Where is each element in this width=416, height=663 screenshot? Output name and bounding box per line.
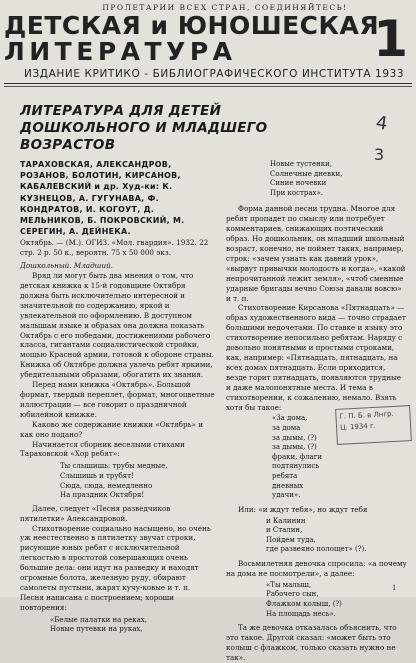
handwritten-mark-2: 3 bbox=[374, 145, 385, 164]
paragraph: Восьмилетняя девочка спросила: «а почему на дома не посмотрели», а далее: bbox=[226, 559, 407, 578]
authors-list: ТАРАХОВСКАЯ, АЛЕКСАНДРОВ, РОЗАНОВ, БОЛОТИН, КИРСАНОВ, КАБАЛЕВСКИЙ и др. Худ-ки: К. КУЗНЕЦОВ, А. ГУГУНАВА, Ф. КОНДРАТОВ, И. КОГОУТ, Д. МЕЛЬНИКОВ, Б. ПОКРОВСКИЙ, М. СЕРЕГИН, А. ДЕЙНЕКА. bbox=[20, 160, 185, 237]
right-column bbox=[226, 159, 408, 662]
left-body bbox=[20, 271, 216, 635]
paragraph: Стихотворение Кирсанова «Пятнадцать» — образ художественного вида — точно страдает большими недочетами. По ставке и языку это стихотворение непосильно ребятам. Наряду с довольно понятными и простыми строками, как, например: «Пятнадцать, пятнадцать, на всех домах пятнадцать. Если приходится, везде горит пятнадцать, появляются трудные и даже малопонятные места. И тема в стихотворении, к сожалению, немало. Взять хотя бы такое: bbox=[226, 303, 406, 412]
verse-quote bbox=[50, 616, 216, 635]
verse-line: фраки, флаги bbox=[272, 452, 323, 461]
verse-quote bbox=[60, 462, 216, 500]
verse-quote bbox=[270, 160, 408, 198]
verse-line: удачи». bbox=[272, 491, 301, 500]
paragraph: Вряд ли могут быть два мнения о том, что детская книжка к 15-й годовщине Октября должна быть исключительно интересной и значительной по содержанию, яркой и увлекательной по оформлению. В доступном малышам языке и образах она должна показать Октябрь с его победами, достижениями рабочего класса, гигантами социалистической стройки, мощью Красной армии, готовой к обороне страны. Книжка об Октябре должна увлечь ребят яркими, убедительными образами, обогатить их знания. bbox=[20, 271, 214, 380]
paragraph: Начинается сборник веселыми стихами Тараховской «Хор ребят»: bbox=[20, 439, 185, 459]
verse-line: Ты слышишь: трубы медные, bbox=[60, 462, 168, 471]
publisher-line: ИЗДАНИЕ КРИТИКО - БИБЛИОГРАФИЧЕСКОГО ИНСТИТУТА 1933 bbox=[24, 68, 405, 80]
verse-line: Синие ночевки bbox=[270, 179, 327, 188]
audience-label: Дошкольный. Младший. bbox=[20, 261, 114, 271]
issue-number: 1 bbox=[373, 10, 408, 68]
masthead-rule-thin bbox=[4, 86, 412, 87]
verse-line: за дымы, (?) bbox=[272, 443, 317, 452]
verse-line: дневных bbox=[272, 481, 304, 490]
handwritten-mark-1: 4 bbox=[374, 112, 389, 135]
paragraph: Каково же содержание книжки «Октябрь» и как оно подано? bbox=[20, 419, 203, 439]
verse-line: где развеяно полощет» (?). bbox=[266, 545, 367, 554]
verse-line: за дома bbox=[272, 424, 301, 432]
masthead-rule bbox=[4, 83, 412, 84]
verse-line: Новые тустенки, bbox=[270, 160, 333, 168]
paragraph: Та же девочка отказалась объяснить, что это такое. Другой сказал: «может быть это колыш с флажком, только сказать нужно не так». bbox=[226, 623, 397, 662]
paragraph: Перед нами книжка «Октябрь». Большой формат, твердый переплет, формат, многоцветные иллюстрации — все говорит о праздничной юбилейной книжке. bbox=[20, 380, 215, 419]
verse-quote bbox=[266, 581, 408, 619]
verse-line: и Сталин, bbox=[266, 526, 303, 535]
imprint: Октябрь. — (М.). ОГИЗ. «Мол. гвардия». 1932. 22 стр. 2 р. 50 к., вероятн. 75 x 50 000 экз. bbox=[20, 238, 209, 258]
library-stamp bbox=[335, 405, 412, 445]
verse-line: На праздник Октября! bbox=[60, 491, 145, 500]
verse-line: Пойдем туда, bbox=[266, 535, 316, 544]
masthead-motto: ПРОЛЕТАРИИ ВСЕХ СТРАН, СОЕДИНЯЙТЕСЬ! bbox=[102, 3, 348, 12]
paragraph: Форма данной песни трудна. Многое для ребят пропадет по смыслу или потребует комментариев, снижающих поэтический образ. Но дошкольник, он младший школьный возраст, конечно, не поймет таких, например, строк: «зачем узнать как давний урок», «вырвут привычки молодость и когда», «какой непрочитанной лежит земля», «чтоб сменные ударные бригады вечно Союза давали вовсю» и т. п. bbox=[226, 204, 406, 303]
verse-line: На площадь несь». bbox=[266, 609, 336, 618]
paragraph: Или: «и ждут тебя», но ждут тебя bbox=[238, 504, 368, 514]
verse-line: Флажком колыш, (?) bbox=[266, 600, 342, 609]
masthead-title bbox=[4, 11, 380, 66]
verse-line: Солнечные дневки, bbox=[270, 169, 343, 178]
title-line-2: ЛИТЕРАТУРА bbox=[4, 37, 237, 66]
page-number: 1 bbox=[392, 584, 397, 592]
left-column bbox=[20, 159, 216, 634]
verse-line: «Белые палатки на реках, bbox=[50, 615, 147, 624]
verse-line: При кострах». bbox=[270, 188, 323, 197]
paragraph: Далее, следует «Песня разведчиков пятилетки» Александровой. bbox=[20, 503, 171, 523]
article-title: ЛИТЕРАТУРА ДЛЯ ДЕТЕЙ ДОШКОЛЬНОГО И МЛАДШЕГО ВОЗРАСТОВ bbox=[20, 103, 268, 153]
verse-line: ребята bbox=[272, 471, 298, 480]
verse-line: Слышишь и трубят! bbox=[60, 471, 134, 480]
verse-quote bbox=[266, 517, 408, 555]
stamp-line: Г. П. Б. в Лнгр. bbox=[339, 409, 394, 421]
verse-line: «Ты малыш, bbox=[266, 580, 312, 589]
verse-line: и Калинин bbox=[266, 516, 306, 525]
stamp-line: Ц. 1934 г. bbox=[339, 421, 377, 432]
verse-line: «За дома, bbox=[272, 414, 308, 423]
title-line-1: ДЕТСКАЯ и ЮНОШЕСКАЯ bbox=[4, 11, 380, 40]
verse-line: Новые путевки на руках, bbox=[50, 625, 143, 634]
paragraph: Стихотворение социально насыщено, но очень уж неестественно в пятилетку звучат строки, рисующие юных ребят с исключительной легкостью в простотой совершающих очень большие дела: они идут на разведку и находят огромные болота, железную руду, обирают самолеты пустыни, жарят кучу-ковые и т. п. Песня написана с построением; хороши повторения: bbox=[20, 523, 211, 612]
verse-line: Сюда, сюда, немедленно bbox=[60, 481, 153, 490]
verse-line: Рабочего сын, bbox=[266, 590, 319, 599]
verse-line: за дымы, (?) bbox=[272, 433, 317, 442]
verse-line: подтянулись bbox=[272, 462, 320, 471]
